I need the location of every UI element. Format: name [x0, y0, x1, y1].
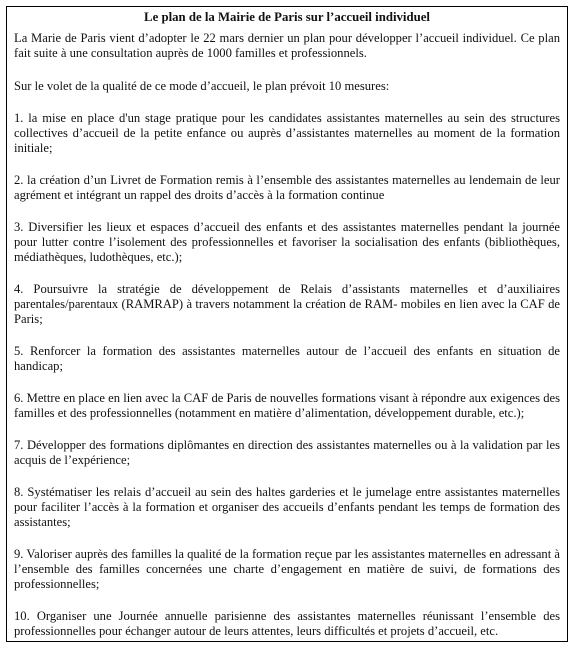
measure-2: 2. la création d’un Livret de Formation remis à l’ensemble des assistantes maternelles au lendemain de leur agrément et intégrant un rappel des droits d’accès à la formation continue — [14, 173, 560, 202]
measure-4: 4. Poursuivre la stratégie de développement de Relais d’assistants maternelles et d’auxiliaires parentales/parentaux (RAMRAP) à travers notamment la création de RAM- mobiles en lien avec la CAF de Paris; — [14, 282, 560, 326]
document-title: Le plan de la Mairie de Paris sur l’accueil individuel — [144, 10, 430, 24]
measure-7: 7. Développer des formations diplômantes en direction des assistantes maternelles ou à la validation par les acquis de l’expérience; — [14, 438, 560, 467]
measure-6: 6. Mettre en place en lien avec la CAF de Paris de nouvelles formations visant à répondre aux exigences des familles et des professionnelles (notamment en matière d’alimentation, développement durable, etc.); — [14, 391, 560, 420]
measure-8: 8. Systématiser les relais d’accueil au sein des haltes garderies et le jumelage entre assistantes maternelles pour faciliter l’accès à la formation et organiser des accueils d’enfants pendant les temps de formation des assistantes; — [14, 485, 560, 529]
measure-5: 5. Renforcer la formation des assistantes maternelles autour de l’accueil des enfants en situation de handicap; — [14, 344, 560, 373]
measure-3: 3. Diversifier les lieux et espaces d’accueil des enfants et des assistantes maternelles pendant la journée pour lutter contre l’isolement des professionnelles et favoriser la socialisation des enfants (bibliothèques, médiathèques, ludothèques, etc.); — [14, 220, 560, 264]
document-frame — [6, 6, 568, 642]
measure-9: 9. Valoriser auprès des familles la qualité de la formation reçue par les assistantes maternelles en adressant à l’ensemble des familles concernées une charte d’engagement en matière de suivi, de formations des professionnelles; — [14, 547, 560, 591]
measure-10: 10. Organiser une Journée annuelle parisienne des assistantes maternelles réunissant l’ensemble des professionnelles pour échanger autour de leurs attentes, leurs difficultés et projets d’accueil, etc. — [14, 609, 560, 638]
lead-paragraph: Sur le volet de la qualité de ce mode d’accueil, le plan prévoit 10 mesures: — [14, 79, 390, 93]
measure-1: 1. la mise en place d'un stage pratique pour les candidates assistantes maternelles au sein des structures collectives d’accueil de la petite enfance ou auprès d’assistantes maternelles au moment de la formation initiale; — [14, 111, 560, 155]
intro-paragraph: La Marie de Paris vient d’adopter le 22 mars dernier un plan pour développer l’accueil individuel. Ce plan fait suite à une consultation auprès de 1000 familles et professionnels. — [14, 31, 560, 60]
